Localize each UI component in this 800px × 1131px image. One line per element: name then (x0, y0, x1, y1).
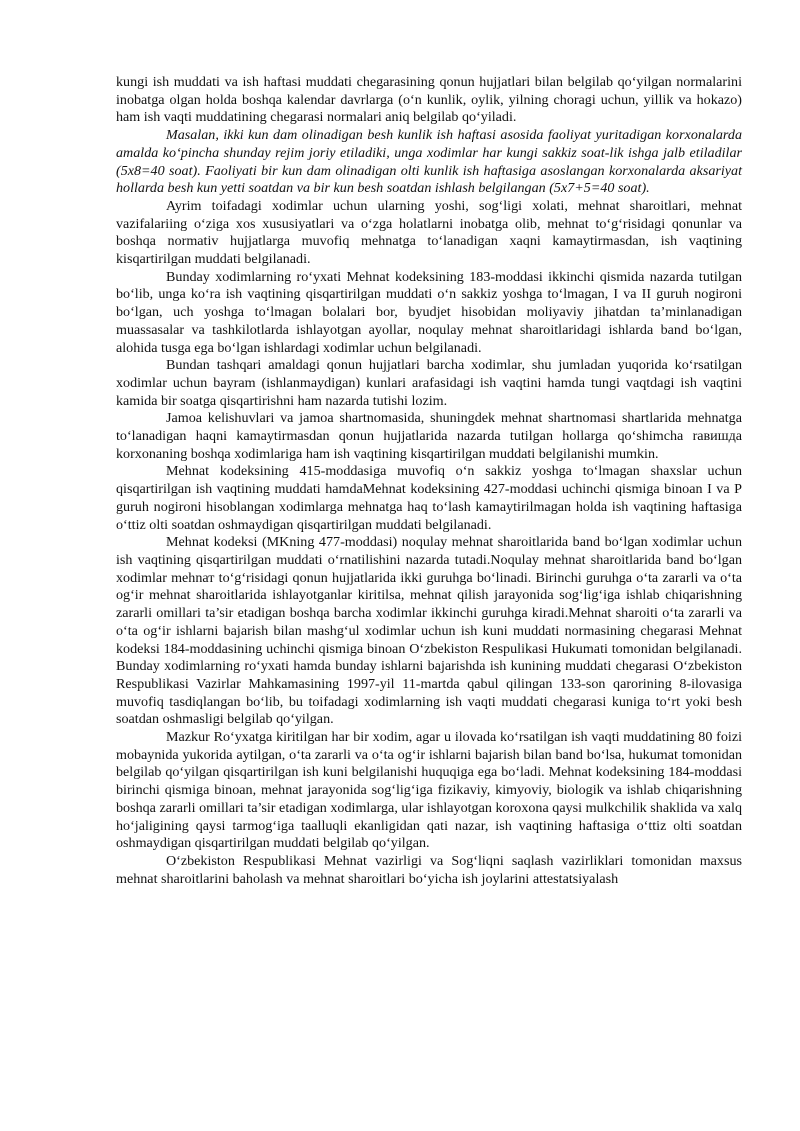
paragraph-4: Bunday xodimlarning ro‘yxati Mehnat kodeksining 183-moddasi ikkinchi qismida nazarda tutilgan bo‘lib, unga ko‘ra ish vaqtining qisqartirilgan muddati o‘n sakkiz yoshga to‘lmagan, I va II guruh nogironi bo‘lgan, uch yoshga to‘lmagan bolalari bor, byudjet hisobidan moliyaviy jihatdan ta’minlanadigan muassasalar va tashkilotlarda ishlayotgan ayollar, noqulay mehnat sharoitlaridagi ishlarda band bo‘lgan, alohida tusga ega bo‘lgan ishlardagi xodimlar uchun belgilanadi. (116, 268, 742, 356)
paragraph-7: Mehnat kodeksining 415-moddasiga muvofiq o‘n sakkiz yoshga to‘lmagan shaxslar uchun qisqartirilgan ish vaqtining muddati hamdaMehnat kodeksining 427-moddasi uchinchi qismiga binoan I va P guruh nogironi hisoblangan xodimlarga mehnatga haq to‘lash kamaytirilmagan holda ish vaqtining haftasiga o‘ttiz olti soatdan oshmaydigan qisqartirilgan muddati belgilanadi. (116, 463, 742, 533)
document-page (116, 74, 742, 888)
paragraph-6: Jamoa kelishuvlari va jamoa shartnomasida, shuningdek mehnat shartnomasi shartlarida mehnatga to‘lanadigan haqni kamaytirmasdan qonun hujjatlarida nazarda tutilgan hollarga qo‘shimcha raвишда korxonaning boshqa xodimlariga ham ish vaqtining kisqartirilgan muddati belgilanishi mumkin. (116, 410, 742, 462)
paragraph-3: Ayrim toifadagi xodimlar uchun ularning yoshi, sog‘ligi xolati, mehnat sharoitlari, mehnat vazifalariing o‘ziga xos xususiyatlari va o‘zga holatlarni inobatga olib, mehnat to‘g‘risidagi qonunlar va boshqa normativ hujjatlarga muvofiq mehnatga to‘lanadigan xaqni kamaytirmasdan, ish vaqtining kisqartirilgan muddati belgilanadi. (116, 197, 742, 268)
paragraph-10: O‘zbekiston Respublikasi Mehnat vazirligi va Sog‘liqni saqlash vazirliklari tomonidan maxsus mehnat sharoitlarini baholash va mehnat sharoitlari bo‘yicha ish joylarini attestatsiyalash (116, 852, 742, 887)
paragraph-8: Mehnat kodeksi (MKning 477-moddasi) noqulay mehnat sharoitlarida band bo‘lgan xodimlar uchun ish vaqtining qisqartirilgan muddati o‘rnatilishini nazarda tutadi.Noqulay mehnat sharoitlarida band bo‘lgan xodimlar mehnат to‘g‘risidagi qonun hujjatlarida ikki guruhga bo‘linadi. Birinchi guruhga o‘ta zararli va o‘ta og‘ir mehnat sharoitlarida ishlayotganlar kiritilsa, mehnat qilish jarayonida sog‘lig‘iga ishlab chiqarishning zararli omillari ta’sir etadigan boshqa barcha xodimlar ikkinchi guruhga kiradi.Mehnat sharoiti o‘ta zararli va o‘ta og‘ir ishlarni bajarish bilan mashg‘ul xodimlar uchun ish kuni muddati normasining chegarasi Mehnat kodeksi 184-moddasining uchinchi qismiga binoan O‘zbekiston Respulikasi Hukumati tomonidan belgilanadi. Bunday xodimlarning ro‘yxati hamda bunday ishlarni bajarishda ish kunining muddati chegarasi O‘zbekiston Respublikasi Vazirlar Mahkamasining 1997-yil 11-martda qabul qilingan 133-son qarorining 8-ilovasiga muvofiq tasdiqlangan bo‘lib, bu toifadagi xodimlarning ish vaqti muddati chegarasi kuniga to‘rt yoki besh soatdan oshmasligi belgilab qo‘yilgan. (116, 534, 742, 728)
paragraph-example: Masalan, ikki kun dam olinadigan besh kunlik ish haftasi asosida faoliyat yuritadigan korxonalarda amalda ko‘pincha shunday rejim joriy etiladiki, unga xodimlar har kungi sakkiz soat-lik ishga jalb etiladilar (5x8=40 soat). Faoliyati bir kun dam olinadigan olti kunlik ish haftasiga asoslangan korxonalarda aksariyat hollarda besh kun yetti soatdan va bir kun besh soatdan ishlash belgilangan (5x7+5=40 soat). (116, 127, 742, 197)
paragraph-5: Bundan tashqari amaldagi qonun hujjatlari barcha xodimlar, shu jumladan yuqorida ko‘rsatilgan xodimlar uchun bayram (ishlanmaydigan) kunlari arafasidagi ish vaqtini hamda tungi vaqtdagi ish vaqtini kamida bir soatga qisqartirishni ham nazarda tutishi lozim. (116, 357, 742, 409)
paragraph-1: kungi ish muddati va ish haftasi muddati chegarasining qonun hujjatlari bilan belgilab qo‘yilgan normalarini inobatga olgan holda boshqa kalendar davrlarga (o‘n kunlik, oylik, yilning choragi uchun, yillik va hokazo) ham ish vaqti muddatining chegarasi normalari aniq belgilab qo‘yiladi. (116, 74, 742, 126)
paragraph-9: Mazkur Ro‘yxatga kiritilgan har bir xodim, agar u ilovada ko‘rsatilgan ish vaqti muddatining 80 foizi mobaynida yukorida aytilgan, o‘ta zararli va o‘ta og‘ir ishlarni bajarish bilan band bo‘lsa, hukumat tomonidan belgilab qo‘yilgan qisqartirilgan ish kuni belgilanishi huquqiga ega bo‘ladi. Mehnat kodeksining 184-moddasi birinchi qismiga binoan, mehnat jarayonida sog‘lig‘iga fizikaviy, kimyoviy, biologik va ishlab chiqarishning boshqa zararli omillari ta’sir etadigan xodimlarga, ular ishlayotgan koroxona qaysi mulkchilik shaklida va xalq ho‘jaligining qaysi tarmog‘iga taalluqli ekanligidan qati nazar, ish vaqtining haftasiga o‘ttiz olti soatdan oshmaydigan qisqartirilgan muddati belgilab qo‘yilgan. (116, 729, 742, 852)
